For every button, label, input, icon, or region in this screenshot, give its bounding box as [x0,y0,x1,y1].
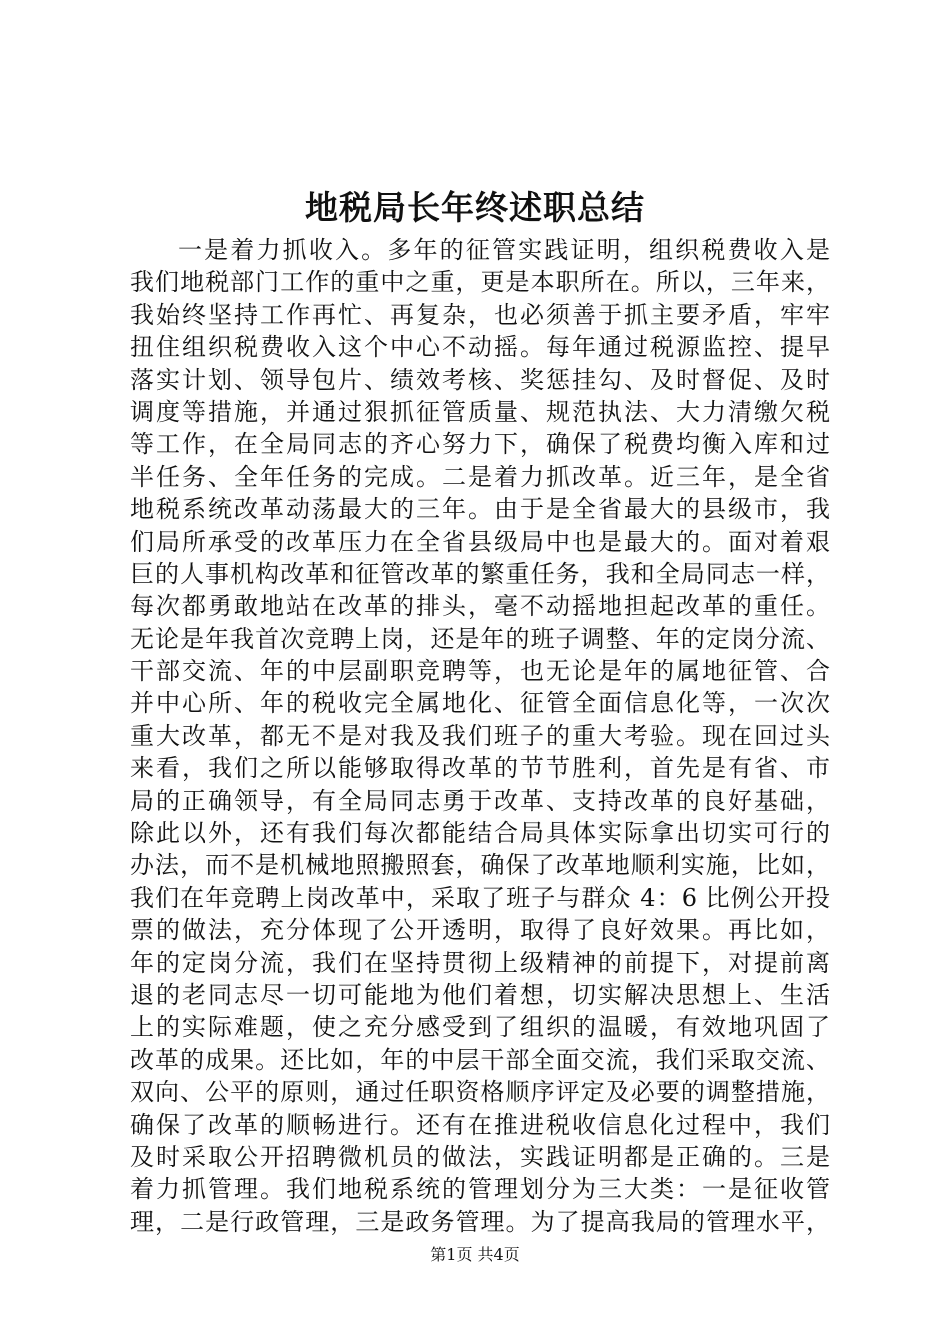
body-line: 我们地税部门工作的重中之重，更是本职所在。所以，三年来， [130,268,830,297]
body-line: 除此以外，还有我们每次都能结合局具体实际拿出切实可行的 [130,819,830,848]
body-line: 调度等措施，并通过狠抓征管质量、规范执法、大力清缴欠税 [130,397,830,426]
body-line: 办法，而不是机械地照搬照套，确保了改革地顺利实施，比如， [130,851,830,880]
body-line: 重大改革，都无不是对我及我们班子的重大考验。现在回过头 [130,721,830,750]
document-body [130,234,830,1238]
body-line: 地税系统改革动荡最大的三年。由于是全省最大的县级市，我 [130,495,830,524]
body-line: 确保了改革的顺畅进行。还有在推进税收信息化过程中，我们 [130,1110,830,1139]
body-line: 每次都勇敢地站在改革的排头，毫不动摇地担起改革的重任。 [130,592,830,621]
body-line: 我们在年竞聘上岗改革中，采取了班子与群众 4：6 比例公开投 [130,883,830,912]
body-line: 扭住组织税费收入这个中心不动摇。每年通过税源监控、提早 [130,333,830,362]
body-line: 理，二是行政管理，三是政务管理。为了提高我局的管理水平， [130,1207,830,1236]
body-line: 局的正确领导，有全局同志勇于改革、支持改革的良好基础， [130,786,830,815]
body-line: 无论是年我首次竞聘上岗，还是年的班子调整、年的定岗分流、 [130,624,830,653]
body-line: 干部交流、年的中层副职竞聘等，也无论是年的属地征管、合 [130,657,830,686]
body-line: 着力抓管理。我们地税系统的管理划分为三大类：一是征收管 [130,1175,830,1204]
document-title: 地税局长年终述职总结 [305,188,645,227]
body-line: 及时采取公开招聘微机员的做法，实践证明都是正确的。三是 [130,1142,830,1171]
body-line: 我始终坚持工作再忙、再复杂，也必须善于抓主要矛盾，牢牢 [130,300,830,329]
body-line: 改革的成果。还比如，年的中层干部全面交流，我们采取交流、 [130,1045,830,1074]
body-line: 巨的人事机构改革和征管改革的繁重任务，我和全局同志一样， [130,559,830,588]
body-line: 退的老同志尽一切可能地为他们着想，切实解决思想上、生活 [130,980,830,1009]
body-line: 们局所承受的改革压力在全省县级局中也是最大的。面对着艰 [130,527,830,556]
body-line: 年的定岗分流，我们在坚持贯彻上级精神的前提下，对提前离 [130,948,830,977]
page-footer: 第1页 共4页 [430,1245,520,1264]
body-line: 并中心所、年的税收完全属地化、征管全面信息化等，一次次 [130,689,830,718]
body-line: 双向、公平的原则，通过任职资格顺序评定及必要的调整措施， [130,1078,830,1107]
body-line: 来看，我们之所以能够取得改革的节节胜利，首先是有省、市 [130,754,830,783]
body-line: 上的实际难题，使之充分感受到了组织的温暖，有效地巩固了 [130,1013,830,1042]
body-line: 落实计划、领导包片、绩效考核、奖惩挂勾、及时督促、及时 [130,365,830,394]
body-line: 半任务、全年任务的完成。二是着力抓改革。近三年，是全省 [130,462,830,491]
body-line: 票的做法，充分体现了公开透明，取得了良好效果。再比如， [130,916,830,945]
body-line: 一是着力抓收入。多年的征管实践证明，组织税费收入是 [178,236,830,264]
body-line: 等工作，在全局同志的齐心努力下，确保了税费均衡入库和过 [130,430,830,459]
